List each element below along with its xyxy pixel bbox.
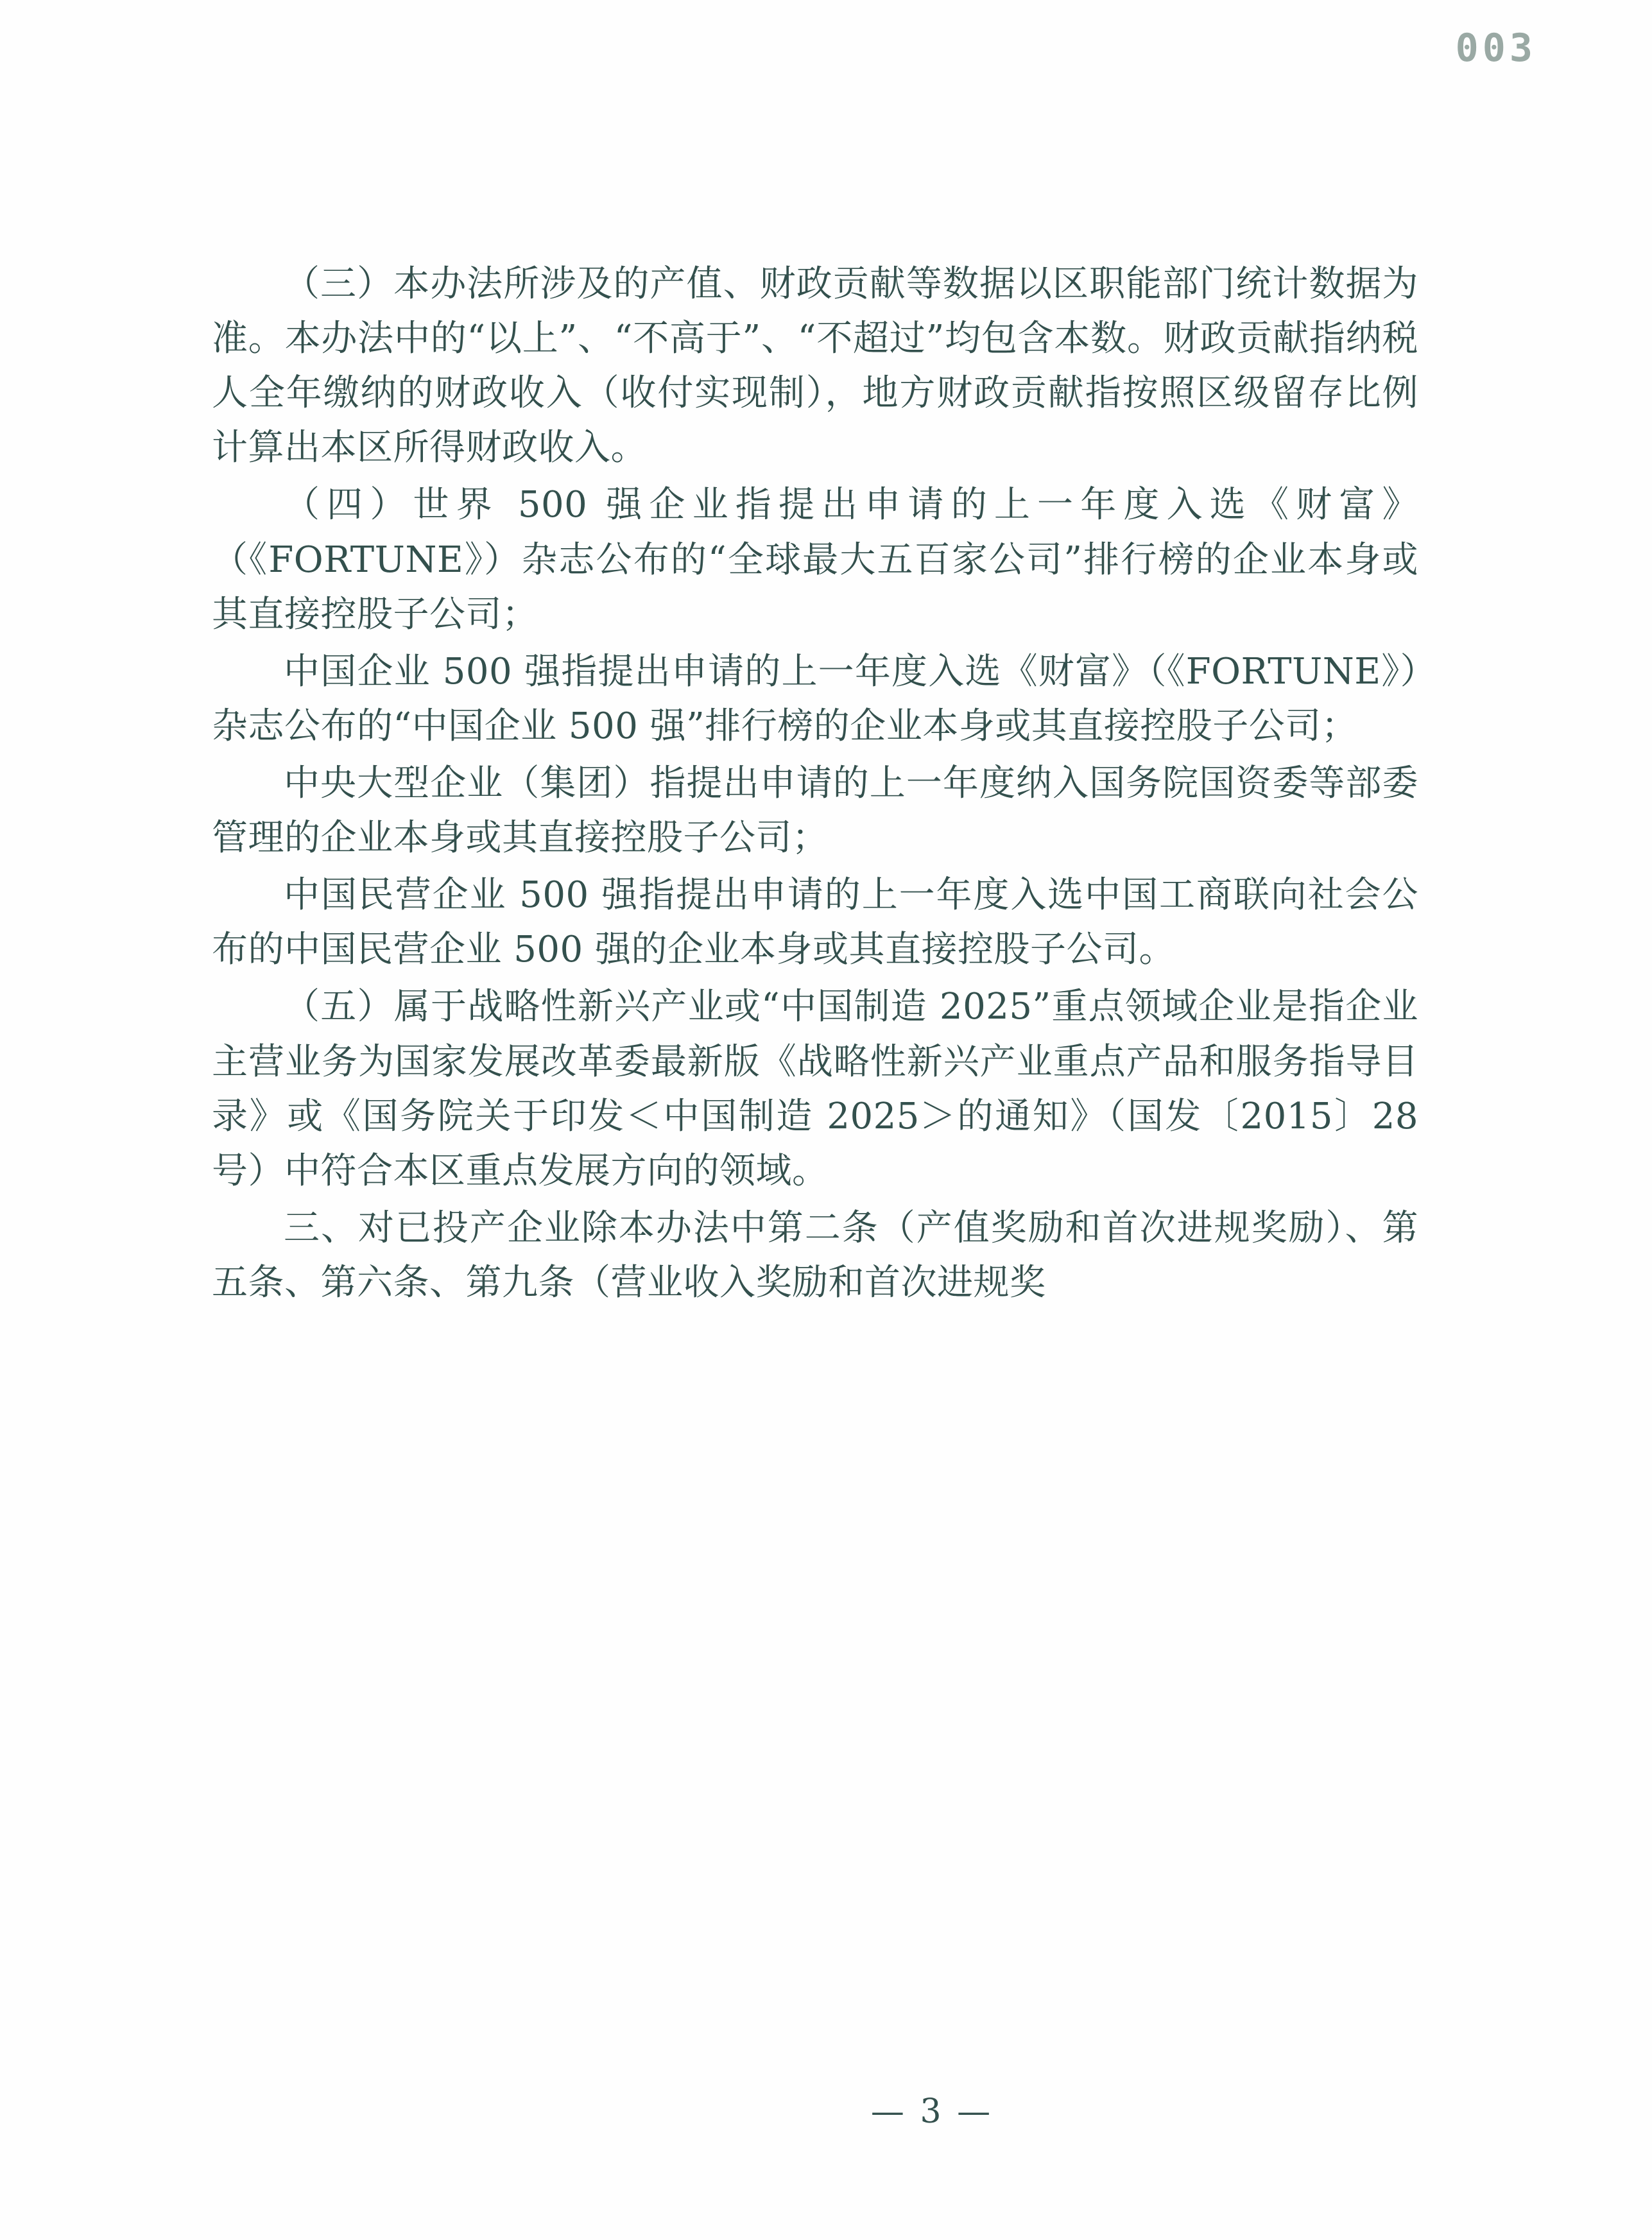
page-number-label: — 3 — — [870, 2092, 994, 2131]
page-corner-number: 003 — [1455, 26, 1536, 71]
paragraph: 中央大型企业（集团）指提出申请的上一年度纳入国务院国资委等部委管理的企业本身或其直接控股子公司； — [212, 762, 1418, 859]
page-footer — [0, 2092, 1652, 2131]
paragraph: （五）属于战略性新兴产业或“中国制造 2025”重点领域企业是指企业主营业务为国家发展改革委最新版《战略性新兴产业重点产品和服务指导目录》或《国务院关于印发＜中国制造 2025＞的通知》（国发〔2015〕28 号）中符合本区重点发展方向的领域。 — [212, 986, 1418, 1192]
paragraph: （三）本办法所涉及的产值、财政贡献等数据以区职能部门统计数据为准。本办法中的“以上”、“不高于”、“不超过”均包含本数。财政贡献指纳税人全年缴纳的财政收入（收付实现制），地方财政贡献指按照区级留存比例计算出本区所得财政收入。 — [212, 263, 1418, 469]
paragraph: 中国企业 500 强指提出申请的上一年度入选《财富》（《FORTUNE》）杂志公布的“中国企业 500 强”排行榜的企业本身或其直接控股子公司； — [212, 650, 1418, 747]
paragraph: 三、对已投产企业除本办法中第二条（产值奖励和首次进规奖励）、第五条、第六条、第九条（营业收入奖励和首次进规奖 — [212, 1207, 1418, 1304]
paragraph: （四）世界 500 强企业指提出申请的上一年度入选《财富》（《FORTUNE》）杂志公布的“全球最大五百家公司”排行榜的企业本身或其直接控股子公司； — [212, 484, 1418, 635]
paragraph: 中国民营企业 500 强指提出申请的上一年度入选中国工商联向社会公布的中国民营企业 500 强的企业本身或其直接控股子公司。 — [212, 874, 1418, 971]
document-body — [212, 257, 1418, 1313]
